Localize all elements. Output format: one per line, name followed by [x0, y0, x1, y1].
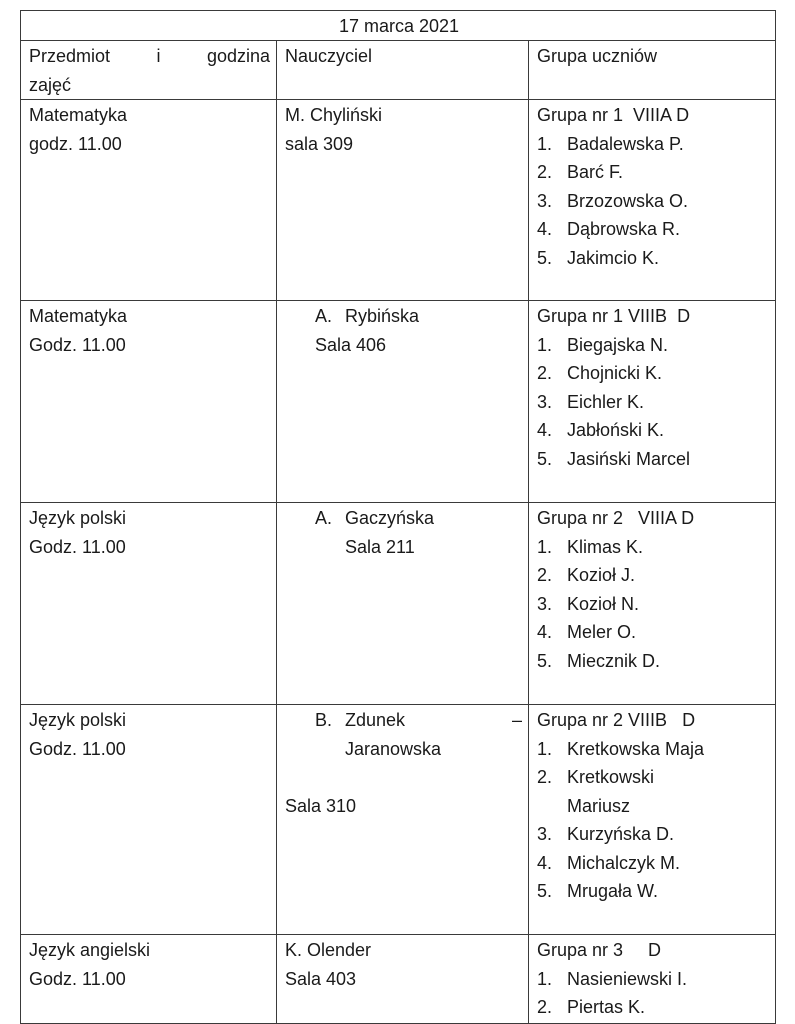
student-name: Mrugała W.	[567, 881, 659, 901]
subject-header-line1	[29, 42, 270, 71]
subject-name: Język polski	[29, 710, 127, 730]
list-number: 4.	[537, 420, 553, 440]
teacher-cell	[277, 301, 529, 503]
teacher-name: K. Olender	[285, 940, 372, 960]
room: Sala 403	[285, 968, 357, 989]
list-item	[537, 993, 769, 1022]
class-time: godz. 11.00	[29, 133, 122, 154]
list-item	[537, 877, 769, 906]
teacher-cell	[277, 503, 529, 705]
list-item	[537, 388, 769, 417]
student-list	[537, 533, 769, 676]
subject-cell	[21, 935, 277, 1024]
student-name: Badalewska P.	[567, 133, 684, 154]
student-name: Piertas K.	[567, 997, 646, 1017]
subject-cell	[21, 301, 277, 503]
list-number: 3.	[537, 190, 553, 211]
student-name: Barć F.	[567, 162, 624, 182]
group-title: Grupa nr 3 D	[537, 940, 662, 960]
teacher-name-line	[315, 302, 522, 331]
student-name: Meler O.	[567, 622, 637, 642]
room: Sala 211	[345, 536, 415, 557]
list-item	[537, 647, 769, 676]
group-header: Grupa uczniów	[529, 41, 776, 100]
teacher-name-line	[315, 504, 522, 533]
teacher-letter: A.	[315, 508, 333, 528]
list-number: 5.	[537, 448, 553, 469]
list-item	[537, 735, 769, 764]
teacher-name: M. Chyliński	[285, 105, 383, 125]
student-name: Michalczyk M.	[567, 852, 681, 873]
date-row	[21, 11, 776, 41]
teacher-name: Gaczyńska	[345, 508, 435, 528]
list-number: 1.	[537, 133, 553, 154]
list-item	[537, 445, 769, 474]
subject-cell	[21, 705, 277, 935]
list-number: 3.	[537, 824, 553, 844]
student-name: Jasiński Marcel	[567, 448, 691, 469]
list-item	[537, 130, 769, 159]
student-name: Chojnicki K.	[567, 363, 663, 383]
date-heading: 17 marca 2021	[21, 11, 776, 41]
student-name: Miecznik D.	[567, 650, 661, 671]
teacher-cell	[277, 705, 529, 935]
teacher-letter: A.	[315, 306, 333, 326]
class-time: Godz. 11.00	[29, 968, 126, 989]
list-number: 4.	[537, 219, 553, 239]
list-number: 1.	[537, 738, 553, 759]
list-item	[537, 849, 769, 878]
list-item	[537, 763, 769, 820]
student-list	[537, 130, 769, 273]
list-item	[537, 533, 769, 562]
subject-cell	[21, 503, 277, 705]
student-name: Jabłoński K.	[567, 420, 665, 440]
teacher-block	[285, 706, 522, 763]
student-list	[537, 965, 769, 1022]
teacher-letter: B.	[315, 710, 333, 730]
list-item	[537, 187, 769, 216]
list-item	[537, 618, 769, 647]
group-title: Grupa nr 1 VIIIA D	[537, 105, 690, 125]
list-number: 2.	[537, 363, 553, 383]
room: Sala 406	[315, 334, 387, 355]
table-row	[21, 100, 776, 301]
schedule-table	[20, 10, 776, 1024]
student-name: Nasieniewski I.	[567, 968, 688, 989]
list-number: 5.	[537, 650, 553, 671]
group-cell	[529, 100, 776, 301]
student-name: Dąbrowska R.	[567, 219, 681, 239]
group-title: Grupa nr 1 VIIIB D	[537, 306, 691, 326]
list-item	[537, 416, 769, 445]
subject-header-word: Przedmiot	[29, 46, 111, 66]
list-number: 2.	[537, 997, 553, 1017]
table-row	[21, 705, 776, 935]
teacher-name-line2	[315, 735, 522, 764]
list-number: 4.	[537, 852, 553, 873]
teacher-block	[285, 302, 522, 359]
list-number: 2.	[537, 767, 553, 787]
header-row	[21, 41, 776, 100]
group-cell	[529, 935, 776, 1024]
room: sala 309	[285, 133, 354, 154]
student-name: Kozioł J.	[567, 565, 636, 585]
student-name: Kretkowski Mariusz	[567, 767, 655, 816]
class-time: Godz. 11.00	[29, 536, 126, 557]
room: Sala 310	[285, 795, 357, 816]
subject-header	[21, 41, 277, 100]
list-item	[537, 820, 769, 849]
class-time: Godz. 11.00	[29, 738, 126, 759]
student-name: Kurzyńska D.	[567, 824, 675, 844]
subject-header-line2: zajęć	[29, 74, 72, 95]
list-item	[537, 965, 769, 994]
table-row	[21, 301, 776, 503]
student-name: Klimas K.	[567, 536, 644, 557]
table-row	[21, 935, 776, 1024]
group-title: Grupa nr 2 VIIIB D	[537, 710, 696, 730]
list-item	[537, 331, 769, 360]
list-number: 5.	[537, 247, 553, 268]
teacher-name: Zdunek	[345, 710, 406, 730]
list-number: 2.	[537, 162, 553, 182]
student-list	[537, 331, 769, 474]
list-item	[537, 359, 769, 388]
student-name: Jakimcio K.	[567, 247, 660, 268]
list-number: 3.	[537, 593, 553, 614]
room-line	[315, 533, 522, 562]
group-cell	[529, 705, 776, 935]
subject-header-word: i	[156, 46, 161, 66]
subject-name: Matematyka	[29, 306, 128, 326]
student-name: Biegajska N.	[567, 334, 669, 355]
student-name: Kretkowska Maja	[567, 738, 705, 759]
group-cell	[529, 503, 776, 705]
teacher-name-cont: Jaranowska	[345, 738, 442, 759]
teacher-header: Nauczyciel	[277, 41, 529, 100]
teacher-cell	[277, 100, 529, 301]
list-number: 4.	[537, 622, 553, 642]
list-number: 3.	[537, 391, 553, 412]
subject-name: Język angielski	[29, 940, 151, 960]
teacher-name: Rybińska	[345, 306, 420, 326]
table-row	[21, 503, 776, 705]
list-number: 1.	[537, 536, 553, 557]
student-name: Kozioł N.	[567, 593, 640, 614]
class-time: Godz. 11.00	[29, 334, 126, 355]
subject-name: Język polski	[29, 508, 127, 528]
teacher-name-dash: –	[511, 710, 522, 730]
list-item	[537, 215, 769, 244]
list-number: 2.	[537, 565, 553, 585]
list-number: 1.	[537, 334, 553, 355]
teacher-block	[285, 504, 522, 561]
list-number: 5.	[537, 881, 553, 901]
group-cell	[529, 301, 776, 503]
list-item	[537, 561, 769, 590]
student-name: Eichler K.	[567, 391, 645, 412]
group-title: Grupa nr 2 VIIIA D	[537, 508, 695, 528]
teacher-cell	[277, 935, 529, 1024]
list-item	[537, 244, 769, 273]
list-item	[537, 158, 769, 187]
student-name: Brzozowska O.	[567, 190, 689, 211]
subject-cell	[21, 100, 277, 301]
list-item	[537, 590, 769, 619]
teacher-name-line	[315, 706, 522, 735]
list-number: 1.	[537, 968, 553, 989]
subject-name: Matematyka	[29, 105, 128, 125]
subject-header-word: godzina	[206, 46, 270, 66]
student-list	[537, 735, 769, 906]
